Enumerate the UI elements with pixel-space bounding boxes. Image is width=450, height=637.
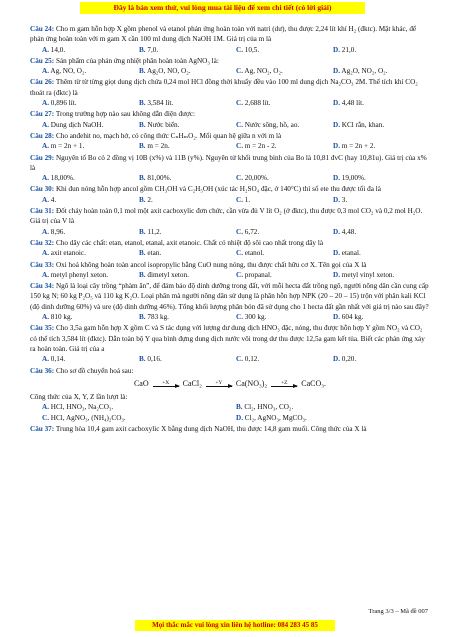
question-block: [30, 281, 430, 322]
option-text: Cl₂, HNO₃, CO₂.: [244, 403, 294, 412]
option-text: 10,5.: [244, 45, 260, 54]
question-text: [30, 424, 430, 434]
answer-option[interactable]: [333, 312, 430, 322]
option-text: 783 kg.: [147, 313, 169, 322]
question-block: [30, 77, 430, 108]
answer-option[interactable]: [139, 312, 236, 322]
answer-options: [42, 173, 430, 183]
answer-options: [42, 120, 430, 130]
question-text: [30, 206, 430, 227]
option-text: 3,584 lít.: [147, 99, 174, 108]
option-letter: A.: [42, 99, 49, 108]
option-letter: C.: [236, 142, 243, 151]
question-stem: Khi đun nóng hỗn hợp ancol gồm CH₃OH và C₂H₅OH (xúc tác H₂SO₄ đặc, ở 140°C) thì số ete thu được tối đa là: [55, 185, 381, 194]
answer-option[interactable]: [333, 120, 430, 130]
option-letter: A.: [42, 67, 49, 76]
option-letter: B.: [139, 120, 146, 129]
option-text: 11,2.: [147, 227, 162, 236]
question-block: [30, 238, 430, 259]
option-text: đimetyl xeton.: [147, 270, 189, 279]
scheme-compound: CaCl₂: [182, 378, 202, 388]
question-text: [30, 131, 430, 141]
answer-option[interactable]: [236, 270, 333, 280]
option-letter: D.: [333, 195, 340, 204]
question-block: [30, 424, 430, 434]
option-text: Nước sông, hồ, ao.: [244, 120, 300, 129]
answer-option[interactable]: [139, 270, 236, 280]
option-letter: B.: [139, 174, 146, 183]
answer-options: [42, 270, 430, 280]
option-text: HCl, AgNO₃, (NH₄)₂CO₃.: [50, 413, 126, 422]
answer-option[interactable]: [42, 312, 139, 322]
scheme-compound: CaCO₃.: [301, 378, 327, 388]
answer-option[interactable]: [42, 173, 139, 183]
question-text: [30, 56, 430, 66]
answer-option[interactable]: [236, 312, 333, 322]
question-number: Câu 28:: [30, 131, 55, 140]
option-text: Cl₂, AgNO₃, MgCO₃.: [244, 413, 307, 422]
answer-options: [42, 66, 430, 76]
option-letter: A.: [42, 227, 49, 236]
question-block: [30, 153, 430, 184]
reaction-arrow: [206, 380, 232, 387]
option-letter: B.: [139, 195, 146, 204]
option-letter: C.: [42, 413, 49, 422]
option-letter: C.: [236, 174, 243, 183]
question-block: [30, 260, 430, 281]
question-text: [30, 238, 430, 248]
question-stem: Nguyên tố Bo có 2 đồng vị 10B (x%) và 11B (y%). Nguyên tử khối trung bình của Bo là 10,81 đvC (hay 10,81u). Giá trị của x% là: [30, 153, 427, 172]
option-letter: B.: [139, 99, 146, 108]
option-text: axit etanoic.: [50, 249, 86, 258]
answer-option[interactable]: [42, 248, 139, 258]
answer-option[interactable]: [42, 270, 139, 280]
question-number: Câu 34:: [30, 282, 55, 291]
question-block: [30, 323, 430, 364]
answer-options: [42, 195, 430, 205]
option-text: 0,20.: [341, 355, 357, 364]
scheme-compound: Ca(NO₃)₂: [235, 378, 268, 388]
option-letter: C.: [236, 195, 243, 204]
option-text: 2,688 lít.: [244, 99, 271, 108]
option-text: etanol.: [244, 249, 265, 258]
question-text: [30, 323, 430, 354]
option-letter: D.: [333, 249, 340, 258]
answer-option[interactable]: [236, 120, 333, 130]
option-text: 3.: [341, 195, 348, 204]
answer-option[interactable]: [236, 195, 333, 205]
option-letter: A.: [42, 270, 49, 279]
option-text: Ag₂O, NO, O₂.: [147, 67, 191, 76]
option-letter: A.: [42, 174, 49, 183]
option-text: 1.: [244, 195, 251, 204]
question-number: Câu 37:: [30, 424, 55, 433]
option-letter: D.: [333, 67, 340, 76]
option-text: 4,48.: [341, 227, 357, 236]
answer-option[interactable]: [139, 141, 236, 151]
option-text: 20,00%.: [244, 174, 269, 183]
question-text: [30, 281, 430, 312]
answer-option[interactable]: [333, 195, 430, 205]
question-stem: Cho 3,5a gam hỗn hợp X gồm C và S tác dụng với lượng dư dung dịch HNO₃ đặc, nóng, thu được hỗn hợp Y gồm NO₂ và CO₂ có thể tích 3,584 lít (đktc). Dẫn toàn bộ Y qua bình đựng dung dịch nước vôi trong dư thu được 12,5a gam kết tủa. Biết các phản ứng xảy ra hoàn toàn. Giá trị của a: [30, 324, 425, 353]
option-letter: A.: [42, 403, 49, 412]
option-text: 8,96.: [50, 227, 66, 236]
option-letter: B.: [139, 270, 146, 279]
answer-option[interactable]: [236, 402, 430, 412]
option-text: m = 2n + 1.: [50, 142, 85, 151]
question-number: Câu 33:: [30, 260, 55, 269]
option-letter: C.: [236, 67, 243, 76]
answer-option[interactable]: [42, 195, 139, 205]
answer-option[interactable]: [139, 195, 236, 205]
option-letter: B.: [139, 249, 146, 258]
arrow-reagent: +X: [162, 380, 170, 387]
question-text: [30, 153, 430, 174]
option-text: etanal.: [341, 249, 361, 258]
question-text: [30, 77, 430, 98]
option-text: etan.: [147, 249, 162, 258]
reaction-arrow: [271, 380, 297, 387]
option-letter: D.: [333, 120, 340, 129]
option-letter: D.: [333, 227, 340, 236]
option-letter: B.: [139, 355, 146, 364]
question-block: [30, 109, 430, 130]
arrow-line: [153, 386, 179, 387]
option-letter: C.: [236, 355, 243, 364]
arrow-reagent: +Z: [281, 380, 288, 387]
option-letter: B.: [139, 45, 146, 54]
option-text: 14,0.: [50, 45, 66, 54]
answer-options: [42, 227, 430, 237]
answer-option[interactable]: [139, 98, 236, 108]
answer-option[interactable]: [333, 354, 430, 364]
question-block: [30, 24, 430, 55]
answer-option[interactable]: [42, 402, 236, 412]
answer-option[interactable]: [333, 270, 430, 280]
scheme-compound: CaO: [133, 378, 149, 388]
question-block: [30, 184, 430, 205]
option-letter: C.: [236, 227, 243, 236]
option-letter: D.: [333, 355, 340, 364]
question-block: [30, 206, 430, 237]
answer-option[interactable]: [236, 248, 333, 258]
option-letter: A.: [42, 45, 49, 54]
option-text: 21,0.: [341, 45, 357, 54]
arrow-reagent: +Y: [215, 380, 223, 387]
option-letter: C.: [236, 120, 243, 129]
option-letter: A.: [42, 355, 49, 364]
arrow-line: [271, 386, 297, 387]
option-letter: D.: [236, 413, 243, 422]
question-stem: Cho m gam hỗn hợp X gồm phenol và etanol phản ứng hoàn toàn với natri (dư), thu được 2,24 lít khí H₂ (đktc). Mặt khác, để phản ứng hoàn toàn với m gam X cần 100 ml dung dịch NaOH 1M. Giá trị của m là: [30, 25, 417, 44]
option-text: m = 2n - 2.: [244, 142, 277, 151]
option-letter: C.: [236, 270, 243, 279]
answer-option[interactable]: [333, 45, 430, 55]
answer-option[interactable]: [42, 66, 139, 76]
answer-option[interactable]: [42, 413, 236, 423]
option-letter: D.: [333, 142, 340, 151]
option-text: 4.: [50, 195, 57, 204]
option-text: 0,14.: [50, 355, 66, 364]
option-text: 4,48 lít.: [341, 99, 364, 108]
option-letter: B.: [139, 67, 146, 76]
answer-option[interactable]: [139, 120, 236, 130]
question-subtext: Công thức của X, Y, Z lần lượt là:: [30, 393, 128, 402]
answer-option[interactable]: [42, 98, 139, 108]
answer-option[interactable]: [236, 98, 333, 108]
question-number: Câu 31:: [30, 207, 55, 216]
answer-option[interactable]: [139, 173, 236, 183]
question-stem: Đốt cháy hoàn toàn 0,1 mol một axit cacboxylic đơn chức, cần vừa đủ V lít O₂ (ở đktc), thu được 0,3 mol CO₂ và 0,2 mol H₂O. Giá trị của V là: [30, 207, 423, 226]
question-stem: Trung hòa 10,4 gam axit cacboxylic X bằng dung dịch NaOH, thu được 14,8 gam muối. Công thức của X là: [55, 424, 367, 433]
option-letter: D.: [333, 99, 340, 108]
page-number: Trang 3/3 – Mã đề 007: [368, 608, 428, 615]
option-text: Ag, NO₂, O₂.: [244, 67, 283, 76]
answer-option[interactable]: [333, 227, 430, 237]
answer-option[interactable]: [42, 227, 139, 237]
option-letter: C.: [236, 45, 243, 54]
option-letter: C.: [236, 313, 243, 322]
option-letter: A.: [42, 249, 49, 258]
answer-options: [42, 141, 430, 151]
question-list: [30, 24, 430, 435]
question-text: [30, 24, 430, 45]
answer-option[interactable]: [139, 66, 236, 76]
reaction-scheme: [30, 379, 430, 389]
reaction-arrow: [153, 380, 179, 387]
option-text: KCl rắn, khan.: [341, 120, 385, 129]
question-text: [30, 366, 430, 376]
question-stem: Oxi hoá không hoàn toàn ancol isopropylic bằng CuO nung nóng, thu được chất hữu cơ X. Tên gọi của X là: [55, 260, 367, 269]
answer-options: [42, 248, 430, 258]
option-text: metyl vinyl xeton.: [341, 270, 395, 279]
option-letter: D.: [333, 45, 340, 54]
option-letter: C.: [236, 99, 243, 108]
answer-option[interactable]: [333, 173, 430, 183]
option-text: 300 kg.: [244, 313, 267, 322]
option-text: 81,00%.: [147, 174, 172, 183]
option-text: Nước biển.: [147, 120, 180, 129]
answer-option[interactable]: [42, 141, 139, 151]
question-number: Câu 27:: [30, 110, 55, 119]
question-text: [30, 260, 430, 270]
answer-option[interactable]: [139, 227, 236, 237]
option-letter: B.: [139, 227, 146, 236]
option-text: 7,0.: [147, 45, 159, 54]
option-letter: B.: [236, 403, 243, 412]
option-text: 18,00%.: [50, 174, 75, 183]
answer-option[interactable]: [236, 227, 333, 237]
question-stem: Ngô là loại cây trồng “phàm ăn”, để đảm bảo độ dinh dưỡng trong đất, với mỗi hecta đất trồng ngô, người nông dân cần cung cấp 150 kg N; 60 kg P₂O₅ và 110 kg K₂O. Loại phân mà người nông dân sử dụng là phân hỗn hợp NPK (20 – 20 – 15) trộn với phân kali KCl (độ dinh dưỡng 60%) và ure (độ dinh dưỡng 46%). Tổng khối lượng phân bón đã sử dụng cho 1 hecta đất gần nhất với giá trị nào sau đây?: [30, 282, 429, 311]
question-block: [30, 56, 430, 77]
option-letter: A.: [42, 195, 49, 204]
question-stem: Cho sơ đồ chuyển hoá sau:: [55, 366, 134, 375]
option-text: propanal.: [244, 270, 272, 279]
answer-option[interactable]: [333, 66, 430, 76]
answer-options: [42, 354, 430, 364]
preview-banner[interactable]: Đây là bản xem thử, vui lòng mua tài liệu để xem chi tiết (có lời giải): [80, 2, 365, 14]
option-text: 19,00%.: [341, 174, 366, 183]
question-number: Câu 32:: [30, 238, 55, 247]
answer-option[interactable]: [42, 354, 139, 364]
option-text: 0,896 lít.: [50, 99, 77, 108]
question-stem: Trong trường hợp nào sau không dẫn điện được:: [55, 110, 195, 119]
option-text: 6,72.: [244, 227, 260, 236]
option-text: m = 2n.: [147, 142, 170, 151]
option-text: 810 kg.: [50, 313, 73, 322]
option-text: m = 2n + 2.: [341, 142, 376, 151]
option-text: 0,12.: [244, 355, 260, 364]
question-block: [30, 366, 430, 423]
answer-option[interactable]: [139, 45, 236, 55]
answer-option[interactable]: [139, 354, 236, 364]
hotline-banner[interactable]: Mọi thắc mắc vui lòng xin liên hệ hotline: 084 283 45 85: [135, 620, 335, 631]
option-letter: A.: [42, 313, 49, 322]
option-letter: A.: [42, 142, 49, 151]
question-stem: Thêm từ từ từng giọt dung dịch chứa 0,24 mol HCl đồng thời khuấy đều vào 100 ml dung dịch Na₂CO₃ 2M. Thể tích khí CO₂ thoát ra (đktc) là: [30, 78, 418, 97]
question-number: Câu 26:: [30, 78, 55, 87]
option-text: Ag₂O, NO₂, O₂.: [341, 67, 388, 76]
question-number: Câu 30:: [30, 185, 55, 194]
answer-option[interactable]: [236, 45, 333, 55]
option-text: 604 kg.: [341, 313, 364, 322]
answer-option[interactable]: [236, 141, 333, 151]
answer-options: [42, 98, 430, 108]
option-letter: C.: [236, 249, 243, 258]
question-stem: Cho dãy các chất: etan, etanol, etanal, axit etanoic. Chất có nhiệt độ sôi cao nhất trong dãy là: [55, 238, 324, 247]
question-number: Câu 35:: [30, 324, 55, 333]
question-number: Câu 24:: [30, 25, 55, 33]
answer-option[interactable]: [333, 98, 430, 108]
option-text: 0,16.: [147, 355, 162, 364]
question-number: Câu 36:: [30, 366, 55, 375]
question-stem: Sản phẩm của phản ứng nhiệt phân hoàn toàn AgNO₃ là:: [55, 56, 219, 65]
option-letter: D.: [333, 270, 340, 279]
answer-option[interactable]: [236, 66, 333, 76]
answer-option[interactable]: [333, 248, 430, 258]
option-text: 2.: [147, 195, 153, 204]
option-text: Ag, NO, O₂.: [50, 67, 87, 76]
arrow-line: [206, 386, 232, 387]
answer-options: [42, 402, 430, 423]
option-letter: B.: [139, 313, 146, 322]
option-letter: D.: [333, 174, 340, 183]
question-stem: Cho anđehit no, mạch hở, có công thức CₙHₘO₂. Mối quan hệ giữa n với m là: [55, 131, 282, 140]
question-text: [30, 109, 430, 119]
answer-option[interactable]: [236, 354, 333, 364]
option-letter: A.: [42, 120, 49, 129]
question-number: Câu 29:: [30, 153, 55, 162]
answer-options: [42, 312, 430, 322]
answer-option[interactable]: [42, 45, 139, 55]
answer-option[interactable]: [333, 141, 430, 151]
answer-option[interactable]: [236, 173, 333, 183]
answer-option[interactable]: [139, 248, 236, 258]
answer-option[interactable]: [236, 413, 430, 423]
option-letter: B.: [139, 142, 146, 151]
option-letter: D.: [333, 313, 340, 322]
answer-options: [42, 45, 430, 55]
answer-option[interactable]: [42, 120, 139, 130]
question-text: [30, 184, 430, 194]
question-block: [30, 131, 430, 152]
option-text: metyl phenyl xeton.: [50, 270, 109, 279]
question-number: Câu 25:: [30, 56, 55, 65]
option-text: HCl, HNO₃, Na₂CO₃.: [50, 403, 114, 412]
option-text: Dung dịch NaOH.: [50, 120, 104, 129]
